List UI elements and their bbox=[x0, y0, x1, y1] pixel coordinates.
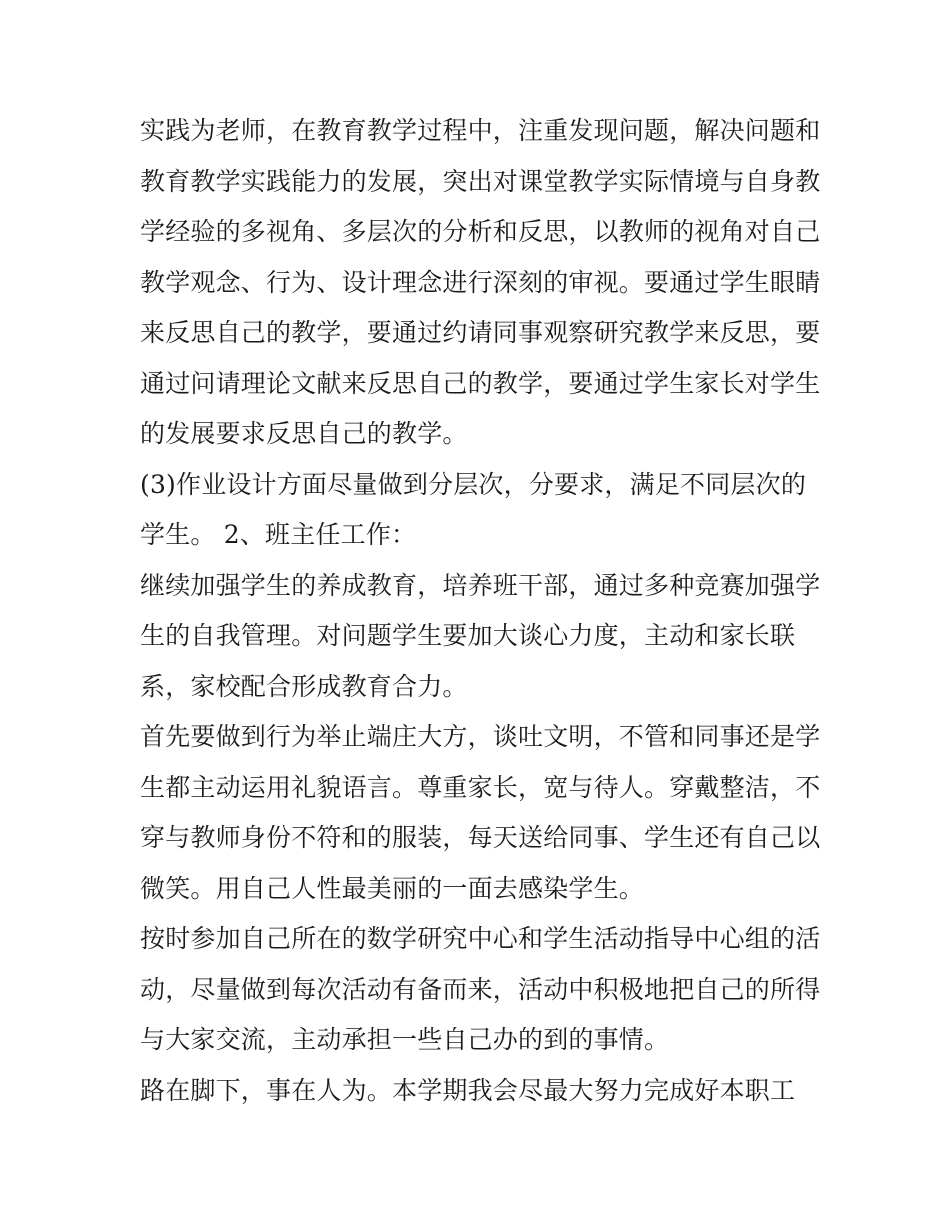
text-line: 通过问请理论文献来反思自己的教学，要通过学生家长对学生 bbox=[140, 368, 821, 398]
text-line: 微笑。用自己人性最美丽的一面去感染学生。 bbox=[140, 873, 645, 903]
text-line: 穿与教师身份不符和的服装，每天送给同事、学生还有自己以 bbox=[140, 823, 821, 852]
text-line: 的发展要求反思自己的教学。 bbox=[140, 419, 468, 448]
text-line: (3)作业设计方面尽量做到分层次，分要求，满足不同层次的 bbox=[140, 469, 807, 499]
text-line: 首先要做到行为举止端庄大方，谈吐文明，不管和同事还是学 bbox=[140, 722, 821, 751]
text-line: 继续加强学生的养成教育，培养班干部，通过多种竞赛加强学 bbox=[140, 570, 821, 600]
text-line: 学生。 2、班主任工作： bbox=[140, 520, 417, 549]
text-line: 教育教学实践能力的发展，突出对课堂教学实际情境与自身教 bbox=[140, 166, 821, 196]
text-line: 按时参加自己所在的数学研究中心和学生活动指导中心组的活 bbox=[140, 924, 821, 953]
text-line: 生都主动运用礼貌语言。尊重家长，宽与待人。穿戴整洁，不 bbox=[140, 772, 821, 802]
text-line: 学经验的多视角、多层次的分析和反思，以教师的视角对自己 bbox=[140, 217, 821, 246]
text-line: 来反思自己的教学，要通过约请同事观察研究教学来反思，要 bbox=[140, 318, 821, 347]
text-line: 实践为老师，在教育教学过程中，注重发现问题，解决问题和 bbox=[140, 116, 821, 145]
text-line: 系，家校配合形成教育合力。 bbox=[140, 671, 468, 701]
document-body bbox=[140, 106, 820, 1116]
text-line: 生的自我管理。对问题学生要加大谈心力度，主动和家长联 bbox=[140, 621, 796, 650]
text-line: 路在脚下，事在人为。本学期我会尽最大努力完成好本职工 bbox=[140, 1075, 796, 1105]
text-line: 动，尽量做到每次活动有备而来，活动中积极地把自己的所得 bbox=[140, 974, 821, 1004]
text-line: 教学观念、行为、设计理念进行深刻的审视。要通过学生眼睛 bbox=[140, 267, 821, 297]
text-line: 与大家交流，主动承担一些自己办的到的事情。 bbox=[140, 1025, 670, 1054]
